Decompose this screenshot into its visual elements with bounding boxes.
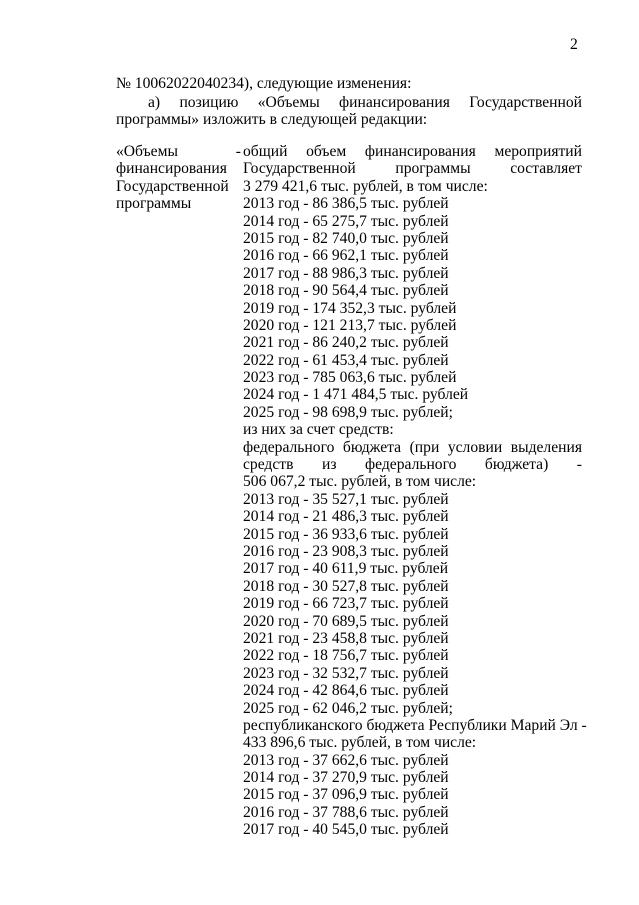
federal-years-list xyxy=(243,491,582,717)
year-line: 2015 год - 36 933,6 тыс. рублей xyxy=(243,525,449,543)
year-line: 2016 год - 66 962,1 тыс. рублей xyxy=(243,247,449,265)
year-line: 2016 год - 37 788,6 тыс. рублей xyxy=(243,803,449,821)
year-line: 2014 год - 21 486,3 тыс. рублей xyxy=(243,508,449,526)
label-line-1 xyxy=(116,143,241,160)
year-line: 2025 год - 62 046,2 тыс. рублей; xyxy=(243,699,453,717)
position-label xyxy=(116,143,241,213)
intro-line-3: программы» изложить в следующей редакции: xyxy=(116,111,428,128)
year-line: 2016 год - 23 908,3 тыс. рублей xyxy=(243,542,449,560)
intro-line-1: № 10062022040234), следующие изменения: xyxy=(116,75,412,92)
total-line-1: общий объем финансирования мероприятий xyxy=(243,143,582,160)
total-line-2: Государственной программы составляет xyxy=(243,160,582,178)
year-line: 2014 год - 37 270,9 тыс. рублей xyxy=(243,769,449,787)
year-line: 2025 год - 98 698,9 тыс. рублей; xyxy=(243,403,453,421)
federal-line-3: 506 067,2 тыс. рублей, в том числе: xyxy=(243,473,477,491)
label-line-3: Государственной xyxy=(116,177,229,195)
label-line-4: программы xyxy=(116,195,192,213)
year-line: 2023 год - 785 063,6 тыс. рублей xyxy=(243,369,457,387)
year-line: 2017 год - 88 986,3 тыс. рублей xyxy=(243,264,449,282)
year-line: 2021 год - 23 458,8 тыс. рублей xyxy=(243,629,449,647)
year-line: 2013 год - 35 527,1 тыс. рублей xyxy=(243,490,449,508)
republic-line-2: 433 896,6 тыс. рублей, в том числе: xyxy=(243,734,477,752)
year-line: 2022 год - 18 756,7 тыс. рублей xyxy=(243,647,449,665)
year-line: 2019 год - 174 352,3 тыс. рублей xyxy=(243,299,457,317)
year-line: 2017 год - 40 611,9 тыс. рублей xyxy=(243,560,449,578)
federal-line-1: федерального бюджета (при условии выделения xyxy=(243,438,582,456)
year-line: 2021 год - 86 240,2 тыс. рублей xyxy=(243,334,449,352)
year-line: 2024 год - 42 864,6 тыс. рублей xyxy=(243,682,449,700)
republic-line-1: республиканского бюджета Республики Марий Эл - xyxy=(243,716,587,734)
year-line: 2018 год - 30 527,8 тыс. рублей xyxy=(243,577,449,595)
year-line: 2018 год - 90 564,4 тыс. рублей xyxy=(243,282,449,300)
label-open-word: «Объемы xyxy=(116,143,178,160)
label-dash: - xyxy=(235,143,241,160)
financing-content xyxy=(243,143,587,839)
total-years-list xyxy=(243,195,582,421)
total-line-3: 3 279 421,6 тыс. рублей, в том числе: xyxy=(243,177,488,195)
year-line: 2015 год - 37 096,9 тыс. рублей xyxy=(243,786,449,804)
page-number: 2 xyxy=(570,36,578,53)
year-line: 2019 год - 66 723,7 тыс. рублей xyxy=(243,595,449,613)
sources-intro: из них за счет средств: xyxy=(243,421,394,439)
year-line: 2024 год - 1 471 484,5 тыс. рублей xyxy=(243,386,469,404)
year-line: 2013 год - 86 386,5 тыс. рублей xyxy=(243,195,449,213)
intro-line-2 xyxy=(148,94,582,111)
intro-line-2-text: а) позицию «Объемы финансирования Государственной xyxy=(148,94,582,111)
year-line: 2015 год - 82 740,0 тыс. рублей xyxy=(243,229,449,247)
label-line-2: финансирования xyxy=(116,160,227,178)
year-line: 2020 год - 121 213,7 тыс. рублей xyxy=(243,316,457,334)
year-line: 2023 год - 32 532,7 тыс. рублей xyxy=(243,664,449,682)
year-line: 2014 год - 65 275,7 тыс. рублей xyxy=(243,212,449,230)
year-line: 2017 год - 40 545,0 тыс. рублей xyxy=(243,821,449,839)
year-line: 2013 год - 37 662,6 тыс. рублей xyxy=(243,751,449,769)
federal-line-2: средств из федерального бюджета) - xyxy=(243,456,582,474)
year-line: 2022 год - 61 453,4 тыс. рублей xyxy=(243,351,449,369)
republic-years-list xyxy=(243,752,582,839)
year-line: 2020 год - 70 689,5 тыс. рублей xyxy=(243,612,449,630)
